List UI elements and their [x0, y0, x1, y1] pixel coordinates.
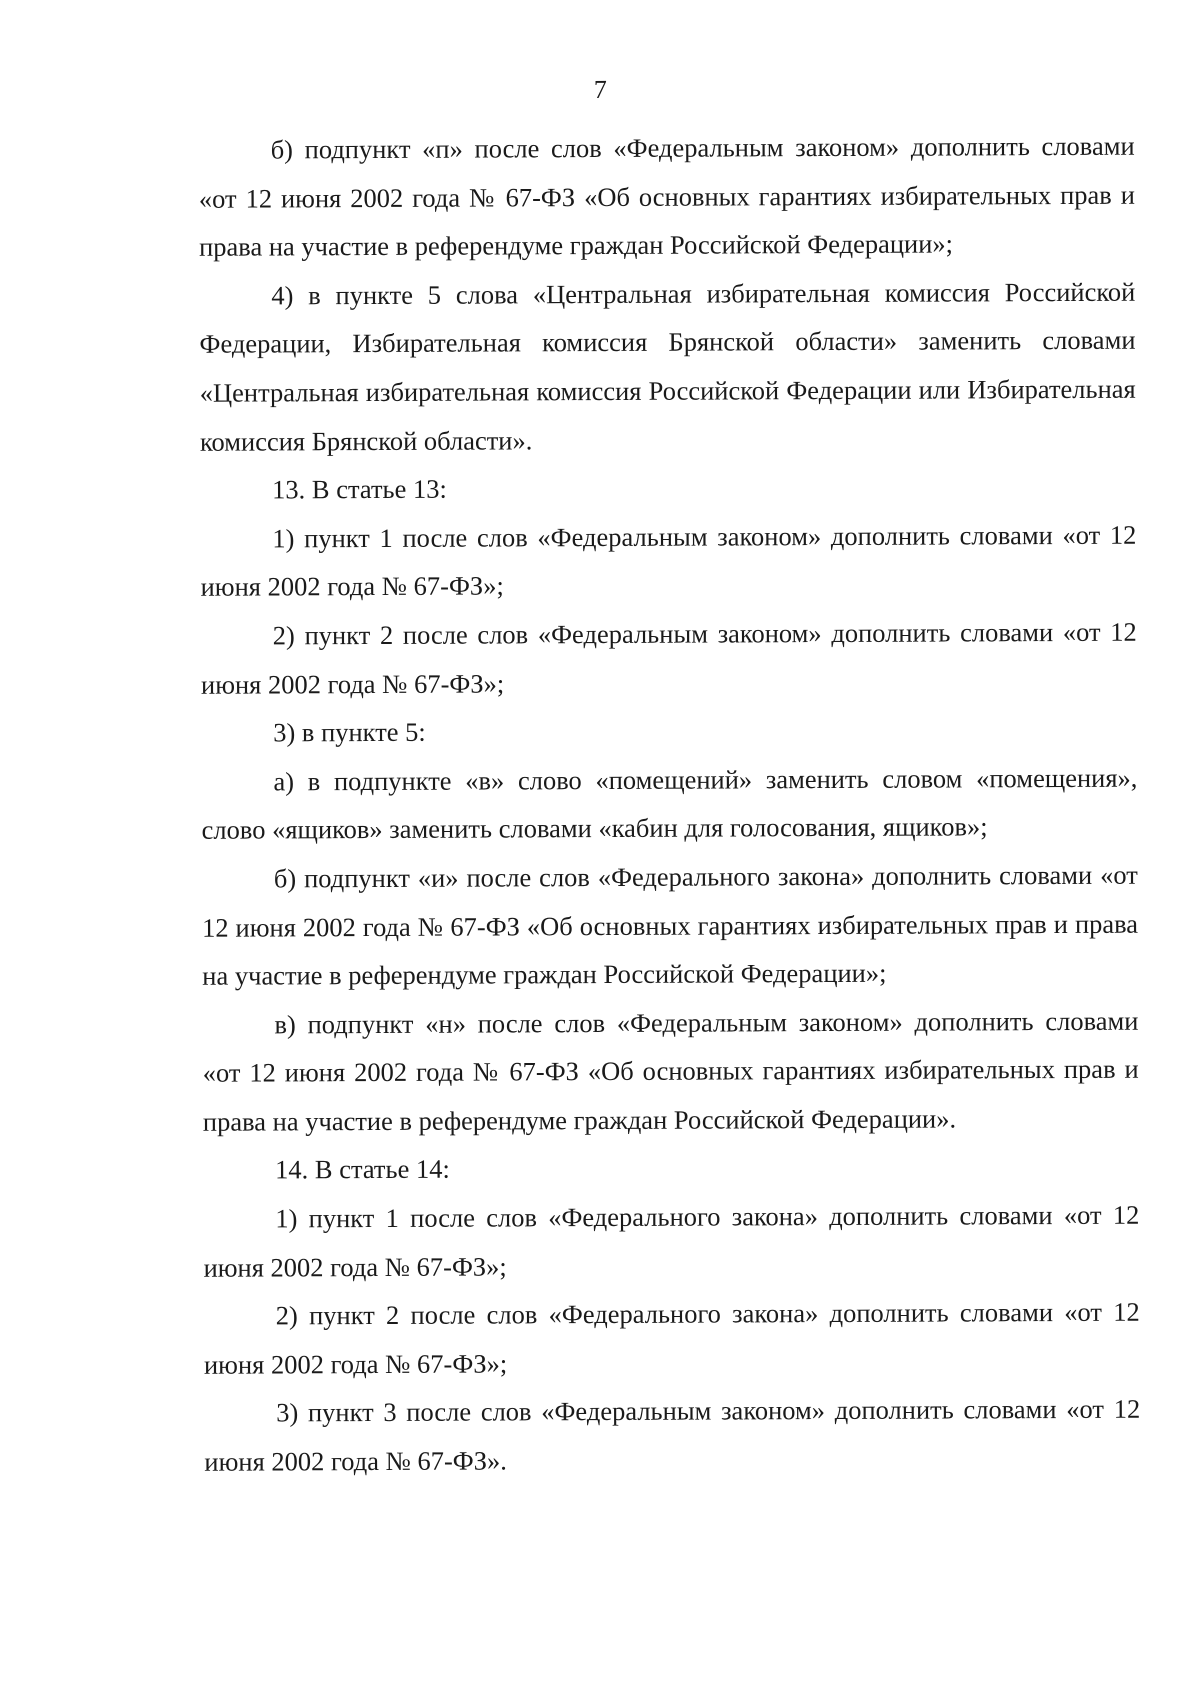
paragraph-art13-subitem-a: а) в подпункте «в» слово «помещений» заменить словом «помещения», слово «ящиков» заменить словами «кабин для голосования, ящиков»;: [201, 762, 1138, 846]
paragraph-art13-item-1: 1) пункт 1 после слов «Федеральным законом» дополнить словами «от 12 июня 2002 года № 67-ФЗ»;: [200, 519, 1137, 603]
paragraph-subitem-b-p: б) подпункт «п» после слов «Федеральным законом» дополнить словами «от 12 июня 2002 года № 67-ФЗ «Об основных гарантиях избирательных прав и права на участие в референдуме граждан Российской Федерации»;: [198, 130, 1135, 262]
document-body: [199, 122, 1141, 1487]
paragraph-art13-item-3: 3) в пункте 5:: [273, 716, 426, 748]
paragraph-art14-item-2: 2) пункт 2 после слов «Федерального закона» дополнить словами «от 12 июня 2002 года № 67-ФЗ»;: [203, 1296, 1140, 1380]
paragraph-art13-item-2: 2) пункт 2 после слов «Федеральным законом» дополнить словами «от 12 июня 2002 года № 67-ФЗ»;: [200, 616, 1137, 700]
paragraph-art13-subitem-v: в) подпункт «н» после слов «Федеральным законом» дополнить словами «от 12 июня 2002 года № 67-ФЗ «Об основных гарантиях избирательных прав и права на участие в референдуме граждан Российской Федерации».: [202, 1005, 1139, 1137]
page-number: 7: [593, 74, 607, 105]
paragraph-art14-item-1: 1) пункт 1 после слов «Федерального закона» дополнить словами «от 12 июня 2002 года № 67-ФЗ»;: [203, 1199, 1140, 1283]
paragraph-art14-item-3: 3) пункт 3 после слов «Федеральным законом» дополнить словами «от 12 июня 2002 года № 67-ФЗ».: [204, 1394, 1141, 1477]
heading-article-14: 14. В статье 14:: [275, 1154, 450, 1185]
paragraph-item-4: 4) в пункте 5 слова «Центральная избирательная комиссия Российской Федерации, Избирательная комиссия Брянской области» заменить словами «Центральная избирательная комиссия Российской Федерации или Избирательная комиссия Брянской области».: [199, 276, 1136, 457]
heading-article-13: 13. В статье 13:: [272, 473, 447, 505]
paragraph-art13-subitem-b: б) подпункт «и» после слов «Федерального закона» дополнить словами «от 12 июня 2002 года № 67-ФЗ «Об основных гарантиях избирательных прав и права на участие в референдуме граждан Российской Федерации»;: [201, 859, 1139, 991]
